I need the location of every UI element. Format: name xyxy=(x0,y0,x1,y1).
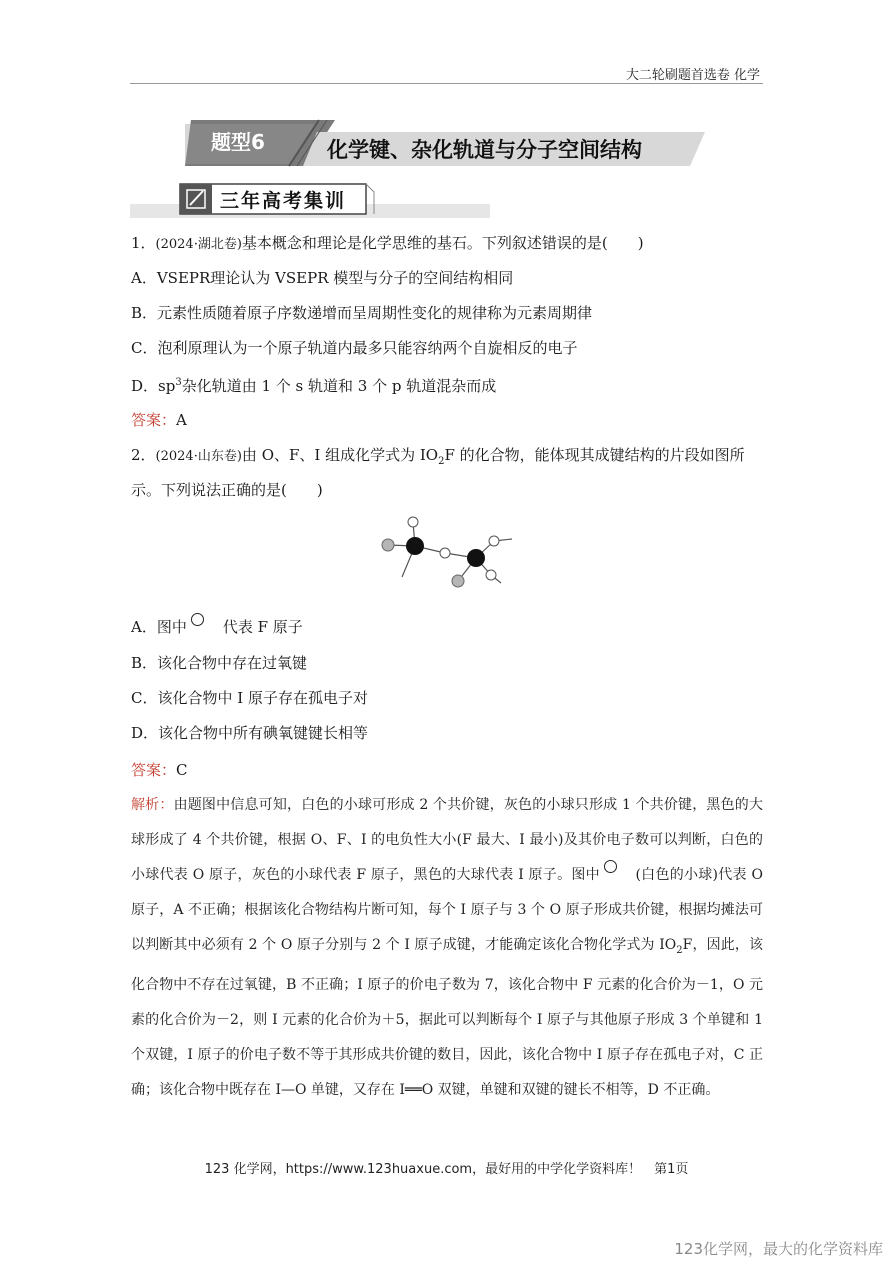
q2-option-b: B．该化合物中存在过氧键 xyxy=(131,654,308,672)
white-ball-icon xyxy=(604,860,617,873)
q1-stem: 1．(2024·湖北卷)基本概念和理论是化学思维的基石。下列叙述错误的是( ) xyxy=(131,234,644,252)
q2-stem-line2: 示。下列说法正确的是( ) xyxy=(131,481,323,499)
header-title: 大二轮刷题首选卷 化学 xyxy=(625,68,760,83)
o-atom xyxy=(486,570,496,580)
q2-option-a: A．图中 代表 F 原子 xyxy=(131,613,303,638)
section-banner xyxy=(130,180,490,220)
q2-source: (2024·山东卷) xyxy=(155,449,242,464)
o-atom xyxy=(440,548,450,558)
q2-option-d: D．该化合物中所有碘氧键键长相等 xyxy=(131,724,369,742)
page-footer: 123 化学网，https://www.123huaxue.com，最好用的中学化学资料库！ 第1页 xyxy=(204,1162,689,1177)
banner-title: 化学键、杂化轨道与分子空间结构 xyxy=(327,138,642,162)
header-rule xyxy=(130,83,763,84)
q2-answer: 答案：C xyxy=(131,761,188,779)
molecule-structure-figure xyxy=(375,512,520,594)
f-atom xyxy=(382,539,394,551)
f-atom xyxy=(452,575,464,587)
banner-tag: 题型6 xyxy=(211,130,265,154)
q1-option-c: C．泡利原理认为一个原子轨道内最多只能容纳两个自旋相反的电子 xyxy=(131,339,578,357)
q1-option-d: D．$sp^3$杂化轨道由 1 个 s 轨道和 3 个 p 轨道混杂而成 xyxy=(131,377,497,395)
q1-option-b: B．元素性质随着原子序数递增而呈周期性变化的规律称为元素周期律 xyxy=(131,304,593,322)
q2-option-c: C．该化合物中 I 原子存在孤电子对 xyxy=(131,689,368,707)
section-title: 三年高考集训 xyxy=(220,190,347,212)
i-atom xyxy=(467,549,485,567)
white-ball-icon xyxy=(191,613,204,626)
watermark: 123化学网，最大的化学资料库 xyxy=(674,1240,883,1258)
topic-banner xyxy=(185,118,705,168)
q1-source: (2024·湖北卷) xyxy=(155,237,242,252)
q2-analysis: 解析：由题图中信息可知，白色的小球可形成 2 个共价键，灰色的小球只形成 1 个共价键，黑色的大球形成了 4 个共价键，根据 O、F、I 的电负性大小(F 最大、I 最小)及其价电子数可以判断，白色的小球代表 O 原子，灰色的小球代表 F 原子，黑色的大球代表 I 原子。图中 (白色的小球)代表 O 原子，A 不正确；根据该化合物结构片断可知，每个 I 原子与 3 个 O 原子形成共价键，根据均摊法可以判断其中必须有 2 个 O 原子分别与 2 个 I 原子成键，才能确定该化合物化学式为 $IO_2F$，因此，该化合物中不存在过氧键，B 不正确；I 原子的价电子数为 7，该化合物中 F 元素的化合价为－1，O 元素的化合价为－2，则 I 元素的化合价为＋5，据此可以判断每个 I 原子与其他原子形成 3 个单键和 1 个双键，I 原子的价电子数不等于其形成共价键的数目，因此，该化合物中 I 原子存在孤电子对，C 正确；该化合物中既存在 I—O 单键，又存在 I══O 双键，单键和双键的键长不相等，D 不正确。 xyxy=(131,797,764,1098)
o-atom xyxy=(408,517,418,527)
q1-option-a: A．VSEPR理论认为 VSEPR 模型与分子的空间结构相同 xyxy=(131,269,514,287)
o-atom xyxy=(489,536,499,546)
q1-answer: 答案：A xyxy=(131,411,187,429)
i-atom xyxy=(406,537,424,555)
q2-stem-line1: 2．(2024·山东卷)由 O、F、I 组成化学式为 $IO_2F$ 的化合物，能体现其成键结构的片段如图所 xyxy=(131,446,745,467)
